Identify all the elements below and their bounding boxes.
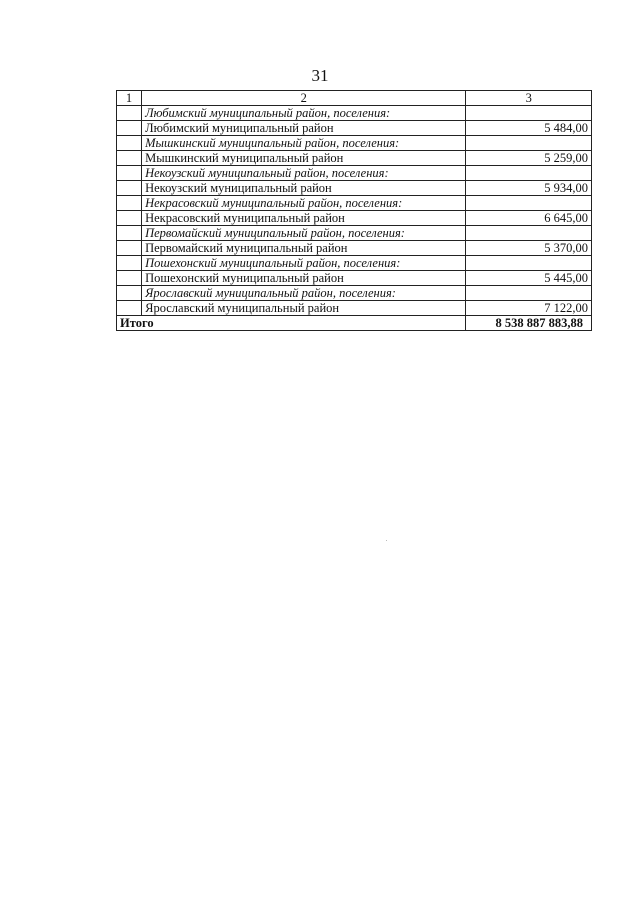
column-header-3: 3	[466, 91, 592, 106]
district-heading-cell: Некоузский муниципальный район, поселения:	[142, 166, 466, 181]
amount-cell: 5 259,00	[466, 151, 592, 166]
district-name-cell: Некоузский муниципальный район	[142, 181, 466, 196]
table-heading-row	[117, 226, 592, 241]
amount-cell	[466, 196, 592, 211]
amount-cell: 5 484,00	[466, 121, 592, 136]
table-heading-row	[117, 166, 592, 181]
table-row	[117, 121, 592, 136]
amount-cell	[466, 226, 592, 241]
row-index-cell	[117, 256, 142, 271]
amount-cell	[466, 166, 592, 181]
table-heading-row	[117, 286, 592, 301]
district-name-cell: Ярославский муниципальный район	[142, 301, 466, 316]
amount-cell: 7 122,00	[466, 301, 592, 316]
budget-table	[116, 90, 592, 331]
district-name-cell: Мышкинский муниципальный район	[142, 151, 466, 166]
table-body	[117, 106, 592, 316]
table-row	[117, 181, 592, 196]
table-row	[117, 241, 592, 256]
column-header-2: 2	[142, 91, 466, 106]
total-label: Итого	[117, 316, 466, 331]
row-index-cell	[117, 121, 142, 136]
row-index-cell	[117, 181, 142, 196]
district-name-cell: Некрасовский муниципальный район	[142, 211, 466, 226]
row-index-cell	[117, 211, 142, 226]
amount-cell	[466, 136, 592, 151]
row-index-cell	[117, 301, 142, 316]
page-number: 31	[311, 66, 329, 85]
row-index-cell	[117, 106, 142, 121]
table-heading-row	[117, 106, 592, 121]
table-heading-row	[117, 196, 592, 211]
row-index-cell	[117, 271, 142, 286]
district-name-cell: Пошехонский муниципальный район	[142, 271, 466, 286]
row-index-cell	[117, 226, 142, 241]
district-name-cell: Первомайский муниципальный район	[142, 241, 466, 256]
total-value: 8 538 887 883,88	[466, 316, 592, 331]
amount-cell: 6 645,00	[466, 211, 592, 226]
row-index-cell	[117, 136, 142, 151]
table-row	[117, 271, 592, 286]
table-row	[117, 151, 592, 166]
table-header-row	[117, 91, 592, 106]
row-index-cell	[117, 166, 142, 181]
table-heading-row	[117, 136, 592, 151]
amount-cell	[466, 106, 592, 121]
district-heading-cell: Некрасовский муниципальный район, поселения:	[142, 196, 466, 211]
table-row	[117, 211, 592, 226]
amount-cell: 5 445,00	[466, 271, 592, 286]
row-index-cell	[117, 286, 142, 301]
row-index-cell	[117, 196, 142, 211]
district-name-cell: Любимский муниципальный район	[142, 121, 466, 136]
scan-speck	[386, 540, 387, 541]
table-heading-row	[117, 256, 592, 271]
row-index-cell	[117, 241, 142, 256]
amount-cell	[466, 256, 592, 271]
amount-cell: 5 370,00	[466, 241, 592, 256]
district-heading-cell: Ярославский муниципальный район, поселения:	[142, 286, 466, 301]
row-index-cell	[117, 151, 142, 166]
district-heading-cell: Мышкинский муниципальный район, поселения:	[142, 136, 466, 151]
table-row	[117, 301, 592, 316]
amount-cell: 5 934,00	[466, 181, 592, 196]
total-row	[117, 316, 592, 331]
district-heading-cell: Любимский муниципальный район, поселения:	[142, 106, 466, 121]
district-heading-cell: Пошехонский муниципальный район, поселения:	[142, 256, 466, 271]
amount-cell	[466, 286, 592, 301]
district-heading-cell: Первомайский муниципальный район, поселения:	[142, 226, 466, 241]
column-header-1: 1	[117, 91, 142, 106]
